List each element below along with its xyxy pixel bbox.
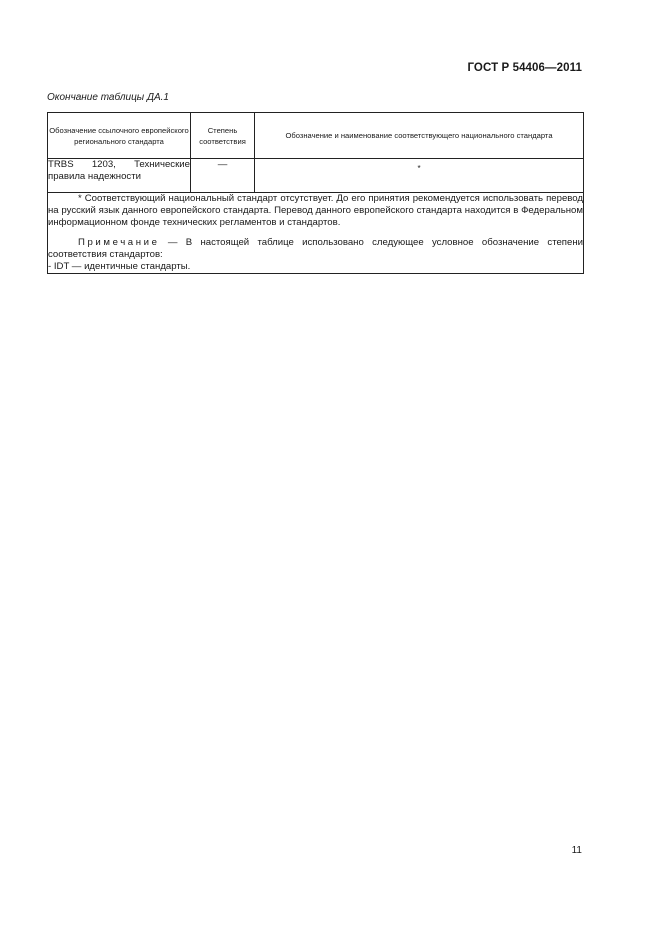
- cell-reference-standard: TRBS 1203, Технические правила надежности: [48, 159, 191, 193]
- note-item: - IDT — идентичные стандарты.: [48, 261, 191, 272]
- standards-table: [47, 112, 584, 274]
- footnote-text: * Соответствующий национальный стандарт отсутствует. До его принятия рекомендуется использовать перевод на русский язык данного европейского стандарта. Перевод данного европейского стандарта находится в Федеральном информационном фонде технических регламентов и стандартов.: [48, 193, 583, 228]
- column-header-national: Обозначение и наименование соответствующего национального стандарта: [255, 113, 584, 159]
- note-label: Примечание: [78, 237, 160, 248]
- notes-cell: [48, 193, 584, 274]
- table-caption: Окончание таблицы ДА.1: [47, 92, 169, 103]
- table-header-row: [48, 113, 584, 159]
- cell-national-standard: [255, 159, 584, 193]
- page-number: 11: [571, 845, 582, 856]
- table-row: [48, 159, 584, 193]
- notes-row: [48, 193, 584, 274]
- document-code: ГОСТ Р 54406—2011: [467, 62, 582, 74]
- cell-degree: —: [191, 159, 255, 193]
- footnote-marker: *: [417, 164, 421, 173]
- column-header-degree: Степень соответствия: [191, 113, 255, 159]
- note-paragraph: [48, 237, 583, 261]
- note-text: — В настоящей таблице использовано следующее условное обозначение степени соответствия стандартов:: [48, 237, 583, 260]
- column-header-reference: Обозначение ссылочного европейского регионального стандарта: [48, 113, 191, 159]
